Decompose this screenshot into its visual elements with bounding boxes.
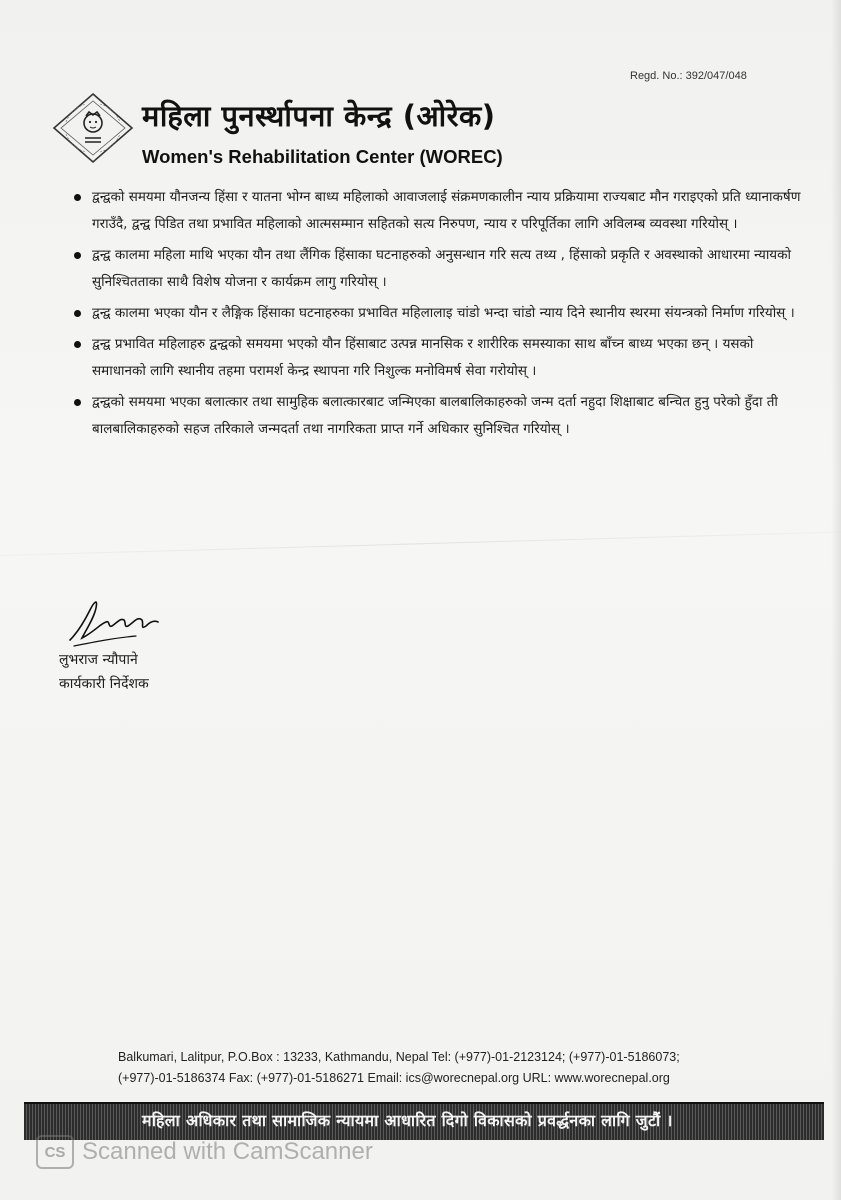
signatory-name: लुभराज न्यौपाने — [59, 652, 138, 668]
camscanner-icon: CS — [36, 1135, 74, 1169]
registration-number: Regd. No.: 392/047/048 — [630, 70, 747, 82]
bullet-icon — [74, 194, 81, 201]
paper-fold-line — [0, 532, 841, 556]
page-edge-shadow — [831, 0, 841, 1200]
org-title-nepali: महिला पुनर्स्थापना केन्द्र (ओरेक) — [142, 99, 496, 133]
list-item — [70, 300, 808, 327]
list-item — [70, 184, 808, 238]
demands-list — [70, 184, 808, 447]
bullet-icon — [74, 252, 81, 259]
watermark-text: Scanned with CamScanner — [82, 1138, 373, 1165]
list-item-text: द्वन्द्व कालमा महिला माथि भएका यौन तथा लैंगिक हिंसाका घटनाहरुको अनुसन्धान गरि सत्य तथ्य , हिंसाको प्रकृति र अवस्थाको आधारमा न्यायको सुनिश्चितताका साथै विशेष योजना र कार्यक्रम लागु गरियोस् । — [92, 247, 792, 290]
bullet-icon — [74, 399, 81, 406]
list-item-text: द्वन्द्व प्रभावित महिलाहरु द्वन्द्वको समयमा भएको यौन हिंसाबाट उत्पन्न मानसिक र शारीरिक समस्याका साथ बाँच्न बाध्य भएका छन् । यसको समाधानको लागि स्थानीय तहमा परामर्श केन्द्र स्थापना गरि निशुल्क मनोविमर्ष सेवा गरोयोस् । — [92, 336, 754, 379]
footer-address — [118, 1047, 778, 1089]
org-title-english: Women's Rehabilitation Center (WOREC) — [142, 146, 503, 167]
bullet-icon — [74, 341, 81, 348]
address-line-1: Balkumari, Lalitpur, P.O.Box : 13233, Kathmandu, Nepal Tel: (+977)-01-2123124; (+977)-01-5186073; — [118, 1050, 680, 1064]
signature-icon — [64, 592, 164, 650]
camscanner-watermark — [36, 1136, 373, 1168]
worec-logo-icon — [52, 92, 134, 164]
list-item — [70, 331, 808, 385]
address-line-2: (+977)-01-5186374 Fax: (+977)-01-5186271 Email: ics@worecnepal.org URL: www.worecnepal.org — [118, 1071, 670, 1085]
list-item-text: द्वन्द्वको समयमा भएका बलात्कार तथा सामुहिक बलात्कारबाट जन्मिएका बालबालिकाहरुको जन्म दर्ता नहुदा शिक्षाबाट बन्चित हुनु परेको हुँदा ती बालबालिकाहरुको सहज तरिकाले जन्मदर्ता तथा नागरिकता प्राप्त गर्ने अधिकार सुनिश्चित गरियोस् । — [92, 394, 778, 437]
bullet-icon — [74, 310, 81, 317]
signatory-title: कार्यकारी निर्देशक — [59, 676, 149, 692]
list-item — [70, 242, 808, 296]
slogan-banner — [24, 1102, 824, 1140]
list-item — [70, 389, 808, 443]
list-item-text: द्वन्द्वको समयमा यौनजन्य हिंसा र यातना भोग्न बाध्य महिलाको आवाजलाई संक्रमणकालीन न्याय प्रक्रियामा राज्यबाट मौन गराइएको प्रति ध्यानाकर्षण गराउँदै, द्वन्द्व पिडित तथा प्रभावित महिलाको आत्मसम्मान सहितको सत्य निरुपण, न्याय र परिपूर्तिका लागि अविलम्ब व्यवस्था गरियोस् । — [92, 189, 801, 232]
slogan-text: महिला अधिकार तथा सामाजिक न्यायमा आधारित दिगो विकासको प्रवर्द्धनका लागि जुटौं । — [142, 1111, 673, 1130]
list-item-text: द्वन्द्व कालमा भएका यौन र लैङ्गिक हिंसाका घटनाहरुका प्रभावित महिलालाइ चांडो भन्दा चांडो न्याय दिने स्थानीय स्थरमा संयन्त्रको निर्माण गरियोस् । — [92, 305, 795, 321]
